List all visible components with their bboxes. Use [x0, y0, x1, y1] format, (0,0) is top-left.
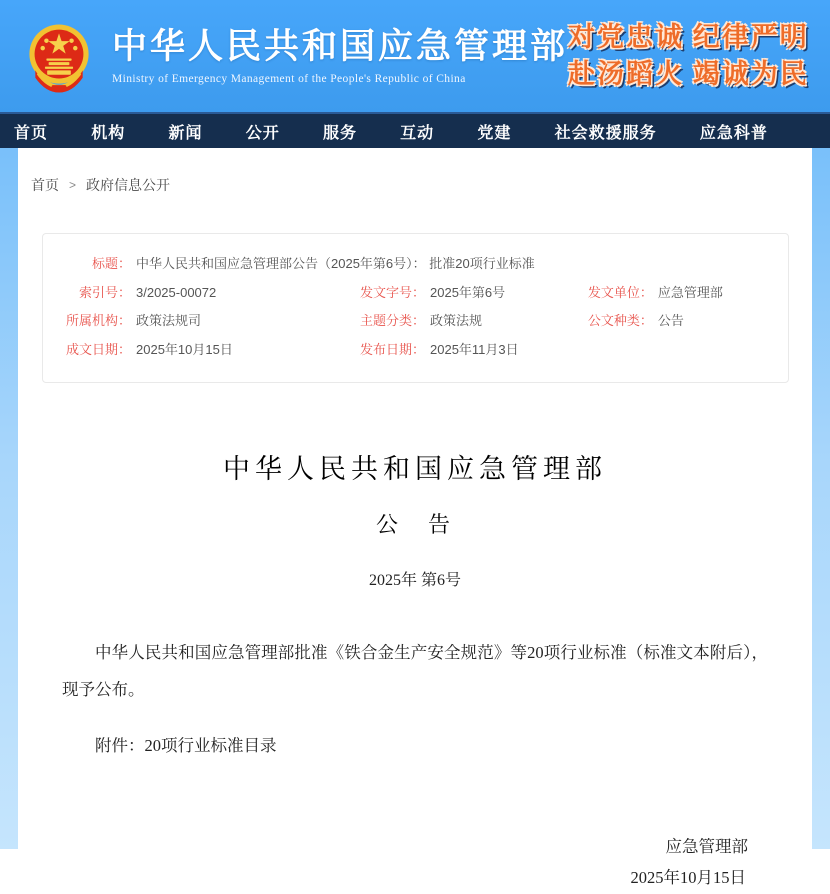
document-date: 2025年10月15日	[630, 868, 746, 887]
breadcrumb-separator: >	[69, 178, 77, 192]
breadcrumb-current-link[interactable]: 政府信息公开	[86, 177, 171, 193]
document-attachment: 附件：20项行业标准目录	[95, 736, 277, 755]
slogan-line-2: 赴汤蹈火 竭诚为民	[568, 59, 809, 89]
breadcrumb	[18, 148, 812, 195]
site-title: 中华人民共和国应急管理部	[112, 27, 569, 66]
meta-value: 2025年第6号	[430, 284, 506, 300]
meta-label: 成文日期：	[65, 341, 131, 357]
meta-value: 2025年10月15日	[136, 341, 233, 357]
nav-item-disclosure[interactable]: 公开	[245, 124, 280, 142]
meta-cell-empty	[565, 336, 778, 365]
meta-cell-department	[43, 307, 337, 336]
nav-item-news[interactable]: 新闻	[168, 124, 203, 142]
header-title-block	[112, 27, 568, 85]
meta-label: 索引号：	[78, 284, 131, 300]
breadcrumb-home-link[interactable]: 首页	[31, 177, 59, 193]
meta-label: 发布日期：	[359, 341, 425, 357]
nav-item-services[interactable]: 服务	[322, 124, 357, 142]
content-card	[18, 148, 812, 887]
meta-cell-publish-date	[337, 336, 565, 365]
meta-row	[43, 336, 778, 365]
document-title: 中华人民共和国应急管理部	[223, 454, 607, 484]
slogan-line-1: 对党忠诚 纪律严明	[568, 22, 809, 52]
nav-item-interaction[interactable]: 互动	[400, 124, 435, 142]
meta-label: 发文字号：	[359, 284, 425, 300]
nav-item-science[interactable]: 应急科普	[699, 124, 768, 142]
meta-value: 2025年11月3日	[430, 341, 519, 357]
meta-cell-written-date	[43, 336, 337, 365]
meta-cell-topic-category	[337, 307, 565, 336]
document-paragraph: 中华人民共和国应急管理部批准《铁合金生产安全规范》等20项行业标准（标准文本附后），现予公布。	[62, 643, 768, 699]
meta-cell-index-no	[43, 279, 337, 308]
meta-row	[43, 307, 778, 336]
nav-item-social-rescue[interactable]: 社会救援服务	[554, 124, 657, 142]
meta-title-value: 中华人民共和国应急管理部公告（2025年第6号）： 批准20项行业标准	[136, 256, 535, 271]
document-meta-panel	[42, 233, 789, 383]
meta-label: 公文种类：	[587, 313, 653, 328]
document-subtitle: 公 告	[375, 512, 454, 537]
meta-row-title	[43, 250, 778, 279]
document-issue-number: 2025年 第6号	[368, 572, 461, 589]
meta-value: 公告	[657, 313, 684, 328]
main-nav	[0, 112, 830, 148]
nav-item-party-building[interactable]: 党建	[477, 124, 512, 142]
meta-value: 应急管理部	[657, 284, 723, 300]
document-signature-block	[62, 832, 768, 894]
meta-label: 主题分类：	[359, 313, 425, 328]
meta-cell-doc-type	[565, 307, 778, 336]
site-header	[0, 0, 830, 112]
meta-label: 发文单位：	[587, 284, 653, 300]
meta-cell-doc-no	[337, 279, 565, 308]
header-slogan	[568, 19, 809, 93]
meta-value: 政策法规	[430, 313, 483, 328]
page-background	[0, 148, 830, 887]
meta-value: 政策法规司	[136, 313, 202, 328]
meta-label: 所属机构：	[65, 313, 131, 328]
nav-item-home[interactable]: 首页	[14, 124, 49, 142]
site-subtitle-en: Ministry of Emergency Management of the People's Republic of China	[112, 73, 466, 85]
national-emblem-icon	[22, 18, 96, 96]
document-signer: 应急管理部	[665, 837, 748, 856]
nav-item-organization[interactable]: 机构	[91, 124, 126, 142]
meta-value: 3/2025-00072	[136, 284, 217, 300]
meta-row	[43, 279, 778, 308]
meta-title-label: 标题：	[91, 256, 131, 271]
document-body	[18, 447, 812, 894]
meta-cell-issuing-unit	[565, 279, 778, 308]
